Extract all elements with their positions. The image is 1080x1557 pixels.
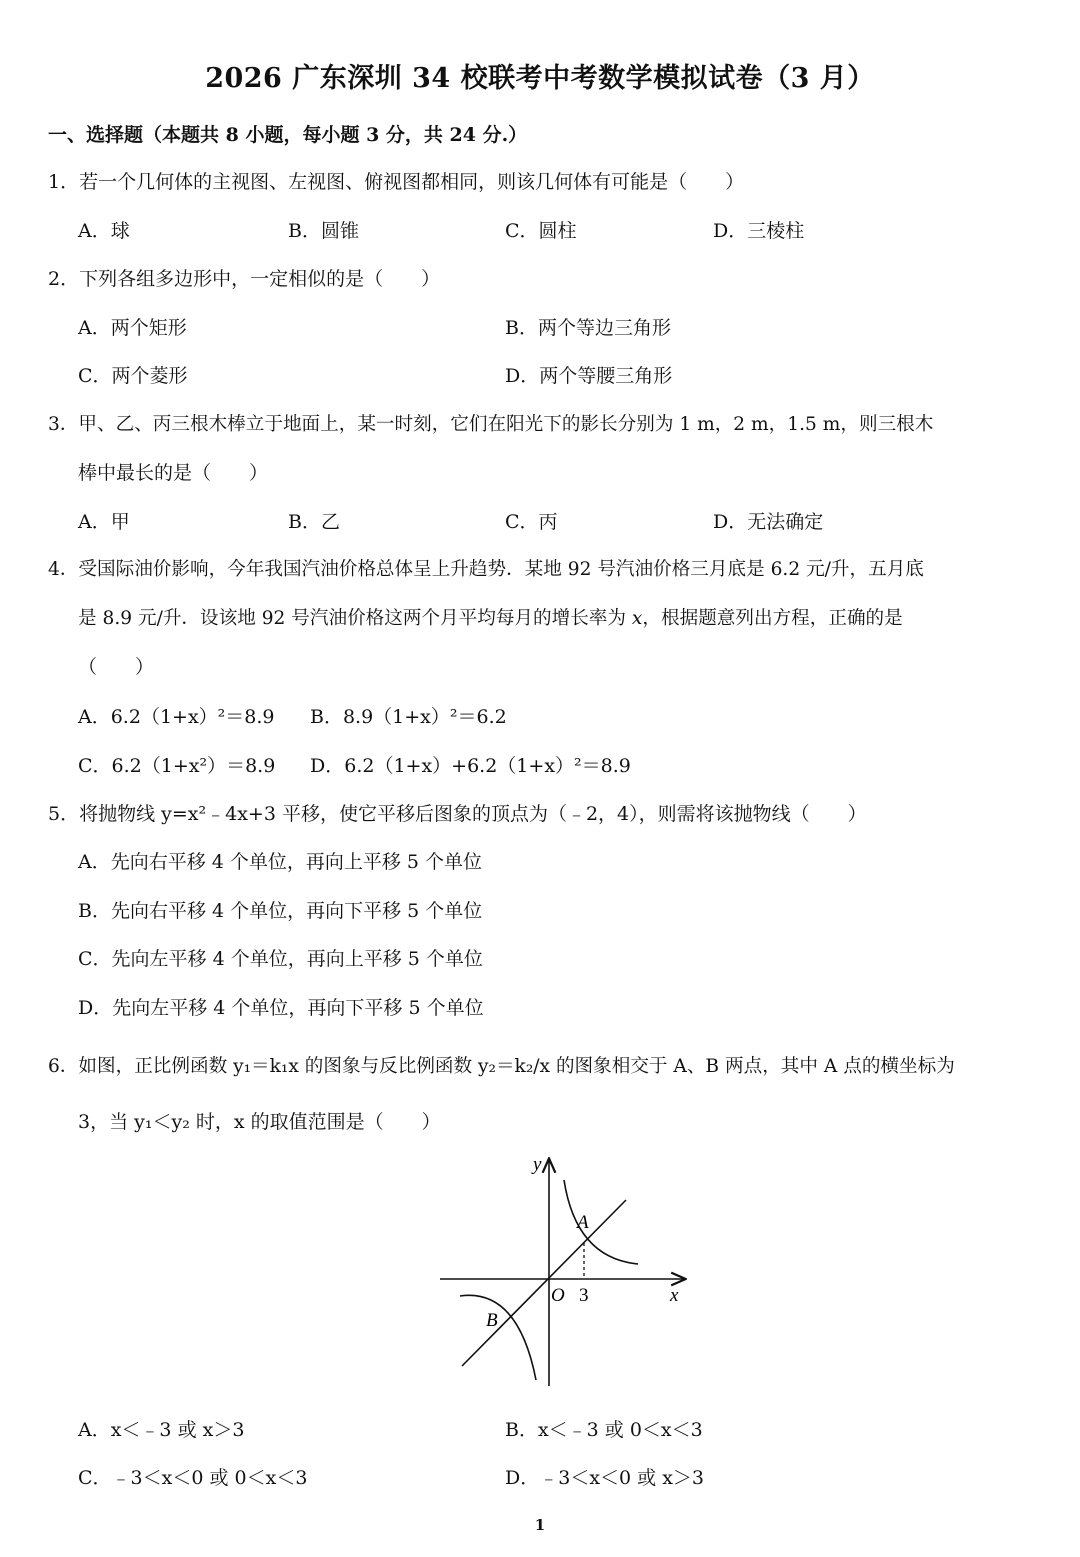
question-4-stem-line-3: （ ）: [78, 656, 155, 678]
question-3-stem-line-2: 棒中最长的是（ ）: [78, 462, 269, 484]
question-1-option-d[interactable]: D．三棱柱: [713, 220, 805, 242]
question-5-option-c[interactable]: C．先向左平移 4 个单位，再向上平移 5 个单位: [78, 948, 483, 970]
question-6-option-d[interactable]: D．﹣3＜x＜0 或 x＞3: [505, 1467, 705, 1489]
question-4-option-c[interactable]: C．6.2（1+x²）＝8.9: [78, 755, 276, 777]
question-1-option-c[interactable]: C．圆柱: [505, 220, 577, 242]
question-5-stem: 5．将抛物线 y=x²﹣4x+3 平移，使它平移后图象的顶点为（﹣2，4），则需将该抛物线（ ）: [48, 803, 867, 825]
page-number: 1: [534, 1516, 546, 1534]
question-4-stem-part-2: ，根据题意列出方程，正确的是: [642, 608, 903, 629]
hyperbola-branch-2: [460, 1295, 536, 1380]
question-3-option-d[interactable]: D．无法确定: [713, 511, 824, 533]
section-heading: 一、选择题（本题共 8 小题，每小题 3 分，共 24 分.）: [48, 124, 528, 146]
question-2-option-a[interactable]: A．两个矩形: [78, 317, 187, 339]
x-axis-label: x: [670, 1285, 679, 1306]
tick-label-3: 3: [579, 1285, 589, 1306]
question-6-stem-line-2: 3，当 y₁＜y₂ 时，x 的取值范围是（ ）: [78, 1111, 441, 1133]
question-1-option-a[interactable]: A．球: [78, 220, 130, 242]
proportional-line: [462, 1200, 626, 1366]
question-2-option-c[interactable]: C．两个菱形: [78, 365, 188, 387]
question-2-option-b[interactable]: B．两个等边三角形: [505, 317, 671, 339]
point-b-label: B: [486, 1310, 498, 1331]
question-6-option-c[interactable]: C．﹣3＜x＜0 或 0＜x＜3: [78, 1467, 308, 1489]
origin-label: O: [551, 1285, 565, 1306]
question-3-option-b[interactable]: B．乙: [288, 511, 340, 533]
question-4-stem-part-1: 是 8.9 元/升．设该地 92 号汽油价格这两个月平均每月的增长率为: [78, 608, 632, 629]
question-6-stem-line-1: 6．如图，正比例函数 y₁＝k₁x 的图象与反比例函数 y₂＝k₂/x 的图象相交于 A、B 两点，其中 A 点的横坐标为: [48, 1056, 955, 1077]
question-4-option-d[interactable]: D．6.2（1+x）+6.2（1+x）²＝8.9: [310, 755, 631, 777]
question-4-stem-line-2: [78, 604, 903, 630]
question-3-option-a[interactable]: A．甲: [78, 511, 130, 533]
question-4-variable: x: [631, 608, 643, 629]
question-6-option-b[interactable]: B．x＜﹣3 或 0＜x＜3: [505, 1419, 703, 1441]
question-3-option-c[interactable]: C．丙: [505, 511, 558, 533]
question-1-stem: 1．若一个几何体的主视图、左视图、俯视图都相同，则该几何体有可能是（ ）: [48, 171, 745, 193]
question-5-option-a[interactable]: A．先向右平移 4 个单位，再向上平移 5 个单位: [78, 851, 483, 873]
point-a-label: A: [577, 1212, 589, 1233]
question-3-stem-line-1: 3．甲、乙、丙三根木棒立于地面上，某一时刻，它们在阳光下的影长分别为 1 m，2 m，1.5 m，则三根木: [48, 414, 934, 435]
question-4-stem-line-1: 4．受国际油价影响，今年我国汽油价格总体呈上升趋势．某地 92 号汽油价格三月底是 6.2 元/升，五月底: [48, 559, 924, 580]
question-5-option-d[interactable]: D．先向左平移 4 个单位，再向下平移 5 个单位: [78, 997, 484, 1019]
page-title: 2026 广东深圳 34 校联考中考数学模拟试卷（3 月）: [205, 63, 875, 94]
question-4-option-a[interactable]: A．6.2（1+x）²＝8.9: [78, 706, 275, 728]
question-5-option-b[interactable]: B．先向右平移 4 个单位，再向下平移 5 个单位: [78, 900, 483, 922]
y-axis-label: y: [533, 1154, 542, 1175]
function-graph: [430, 1148, 700, 1393]
question-4-option-b[interactable]: B．8.9（1+x）²＝6.2: [310, 706, 507, 728]
question-1-option-b[interactable]: B．圆锥: [288, 220, 359, 242]
question-6-option-a[interactable]: A．x＜﹣3 或 x＞3: [78, 1419, 245, 1441]
question-2-option-d[interactable]: D．两个等腰三角形: [505, 365, 673, 387]
question-2-stem: 2．下列各组多边形中，一定相似的是（ ）: [48, 268, 441, 290]
